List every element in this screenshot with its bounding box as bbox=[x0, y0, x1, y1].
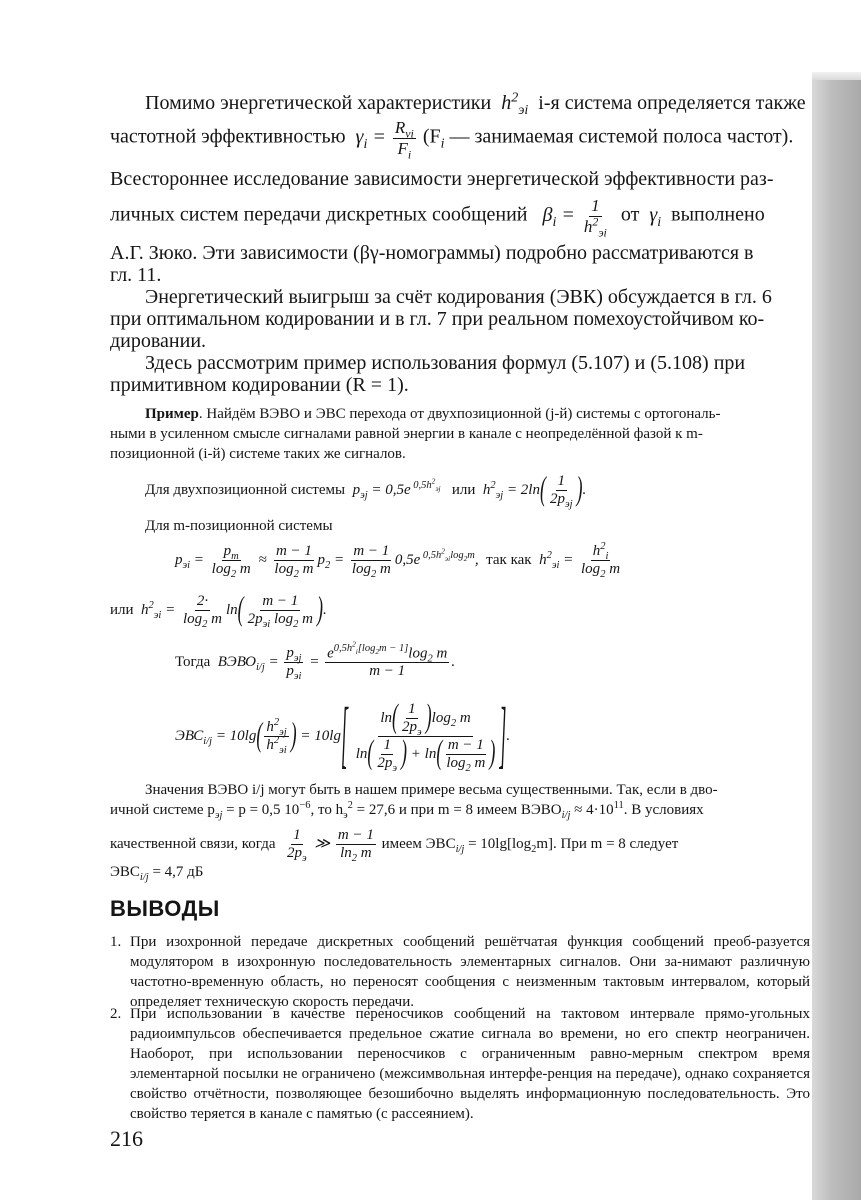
text-line: качественной связи, когда $\frac{1}{2p_э}$ ≫ $\frac{m - 1}{\ln_2 m}$ имеем $ЭВС_{i/j} = 10\lg[\log_2m]$. При m = 8 следует bbox=[110, 826, 679, 865]
formula-two-position: Для двухпозиционной системы $p_{эj} = 0,5e$ $^{0,5h^2_{эj}}$ или $h^2_{эj} = 2\ln$( $\frac{1}{2p_{эj}}$ ). bbox=[145, 469, 587, 511]
text-line: дировании. bbox=[110, 330, 207, 352]
text-line: Значения ВЭВО i/j могут быть в нашем примере весьма существенными. Так, если в дво- bbox=[145, 782, 718, 798]
text-line: примитивном кодировании (R = 1). bbox=[110, 374, 409, 396]
text-line: $ЭВС_{i/j} = 4,7$ дБ bbox=[110, 864, 204, 883]
text-line: Энергетический выигрыш за счёт кодирования (ЭВК) обсуждается в гл. 6 bbox=[145, 286, 772, 308]
formula-h-ei: или $h^2_{эi}$ = $\frac{2\cdot}{\log_2 m}$ ln( $\frac{m - 1}{2p_{эi} \log_2 m}$ ). bbox=[110, 589, 327, 631]
example-line: позиционной (i-й) системе таких же сигналов. bbox=[110, 446, 406, 462]
section-heading: ВЫВОДЫ bbox=[110, 896, 220, 921]
formula-beta: $\beta_i$ = $\frac{1}{h^2_{эi}}$ bbox=[532, 196, 607, 239]
text-line: при оптимальном кодировании и в гл. 7 при реальном помехоустойчивом ко- bbox=[110, 308, 765, 330]
text-line: ичной системе $p_{эj} = p = 0,5$ $10^{-6}$, то $h_э^2 = 27,6$ и при m = 8 имеем $ВЭВО_{i/j} \approx 4\cdot 10^{11}$. В условиях bbox=[110, 800, 704, 821]
text-line: частотной эффективностью $\gamma_i$ = $\frac{R_{vi}}{F_i}$ ($F_i$ — занимаемая системой полоса частот). bbox=[110, 118, 794, 161]
text-line: Всестороннее исследование зависимости энергетической эффективности раз- bbox=[110, 168, 774, 190]
list-item: 1. При изохронной передаче дискретных сообщений решётчатая функция сообщений преоб-разуется модулятором в изохронную последовательность элементарных сигналов. Они за-нимают различную частотно-временную область, но переносят сообщения с неизменным тактовым интервалом, который определяет техническую скорость передачи. bbox=[110, 934, 810, 1010]
list-item: 2. При использовании в качестве переносчиков сообщений на тактовом интервале прямо-угольных радиоимпульсов обеспечивается предельное сжатие сигнала во времени, но его спектр неограничен. Наоборот, при использовании переносчиков с ограниченным равно-мерным спектром время элементарной посылки не ограничено (межсимвольная интерфе-ренция на передаче), однако сохраняется свойство отчётности, позволяющее безошибочно выделять информационную последовательность. Это свойство теряется в канале с памятью (с рассеянием). bbox=[110, 1006, 810, 1122]
text-line: Помимо энергетической характеристики $h^2_{эi}$ i-я система определяется также bbox=[145, 90, 806, 118]
formula-h2-ei: $h^2_{эi}$ bbox=[496, 90, 529, 118]
example-line: ными в усиленном смысле сигналами равной энергии в канале с неопределённой фазой к m- bbox=[110, 426, 703, 442]
formula-gamma: $\gamma_i$ = $\frac{R_{vi}}{F_i}$ bbox=[350, 118, 414, 161]
formula-evs: $ЭВС_{i/j} = 10\lg$( $\frac{h^2_{эj}}{h^2_{эi}}$ ) = 10lg[ ln( $\frac{1}{2p_э}$ )$\log_2$ m ln( $\frac{1}{2p_э}$ ) + ln( $\frac{m - 1}{\log_2 m}$ ) ]. bbox=[175, 692, 511, 776]
text-line: Здесь рассмотрим пример использования формул (5.107) и (5.108) при bbox=[145, 352, 746, 374]
text-line: Для m-позиционной системы bbox=[145, 518, 333, 534]
text-line: гл. 11. bbox=[110, 264, 162, 286]
formula-p-ei: $p_{эi}$ = $\frac{p_m}{\log_2 m}$ ≈ $\frac{m - 1}{\log_2 m}$ $p_2$ = $\frac{m - 1}{\log_2 m}$ 0,5e $^{0,5h^2_{эi}log_2m}$, так как $h^2_{эi}$ = $\frac{h^2_i}{\log_2 m}$ bbox=[175, 540, 621, 581]
example-line: Пример. Найдём ВЭВО и ЭВС перехода от двухпозиционной (j-й) системы с ортогональ- bbox=[145, 406, 721, 422]
text-line: А.Г. Зюко. Эти зависимости (βγ-номограммы) подробно рассматриваются в bbox=[110, 242, 754, 264]
text-line: личных систем передачи дискретных сообщений $\beta_i$ = $\frac{1}{h^2_{эi}}$ от $\gamma_i$ выполнено bbox=[110, 196, 765, 239]
page-number: 216 bbox=[110, 1126, 143, 1151]
formula-vevo: Тогда $ВЭВО_{i/j}$ = $\frac{p_{эj}}{p_{эi}}$ = $\frac{e^{0,5h^2_i[log_2m - 1]}\log_2 m}{m - 1}$ . bbox=[175, 639, 456, 683]
